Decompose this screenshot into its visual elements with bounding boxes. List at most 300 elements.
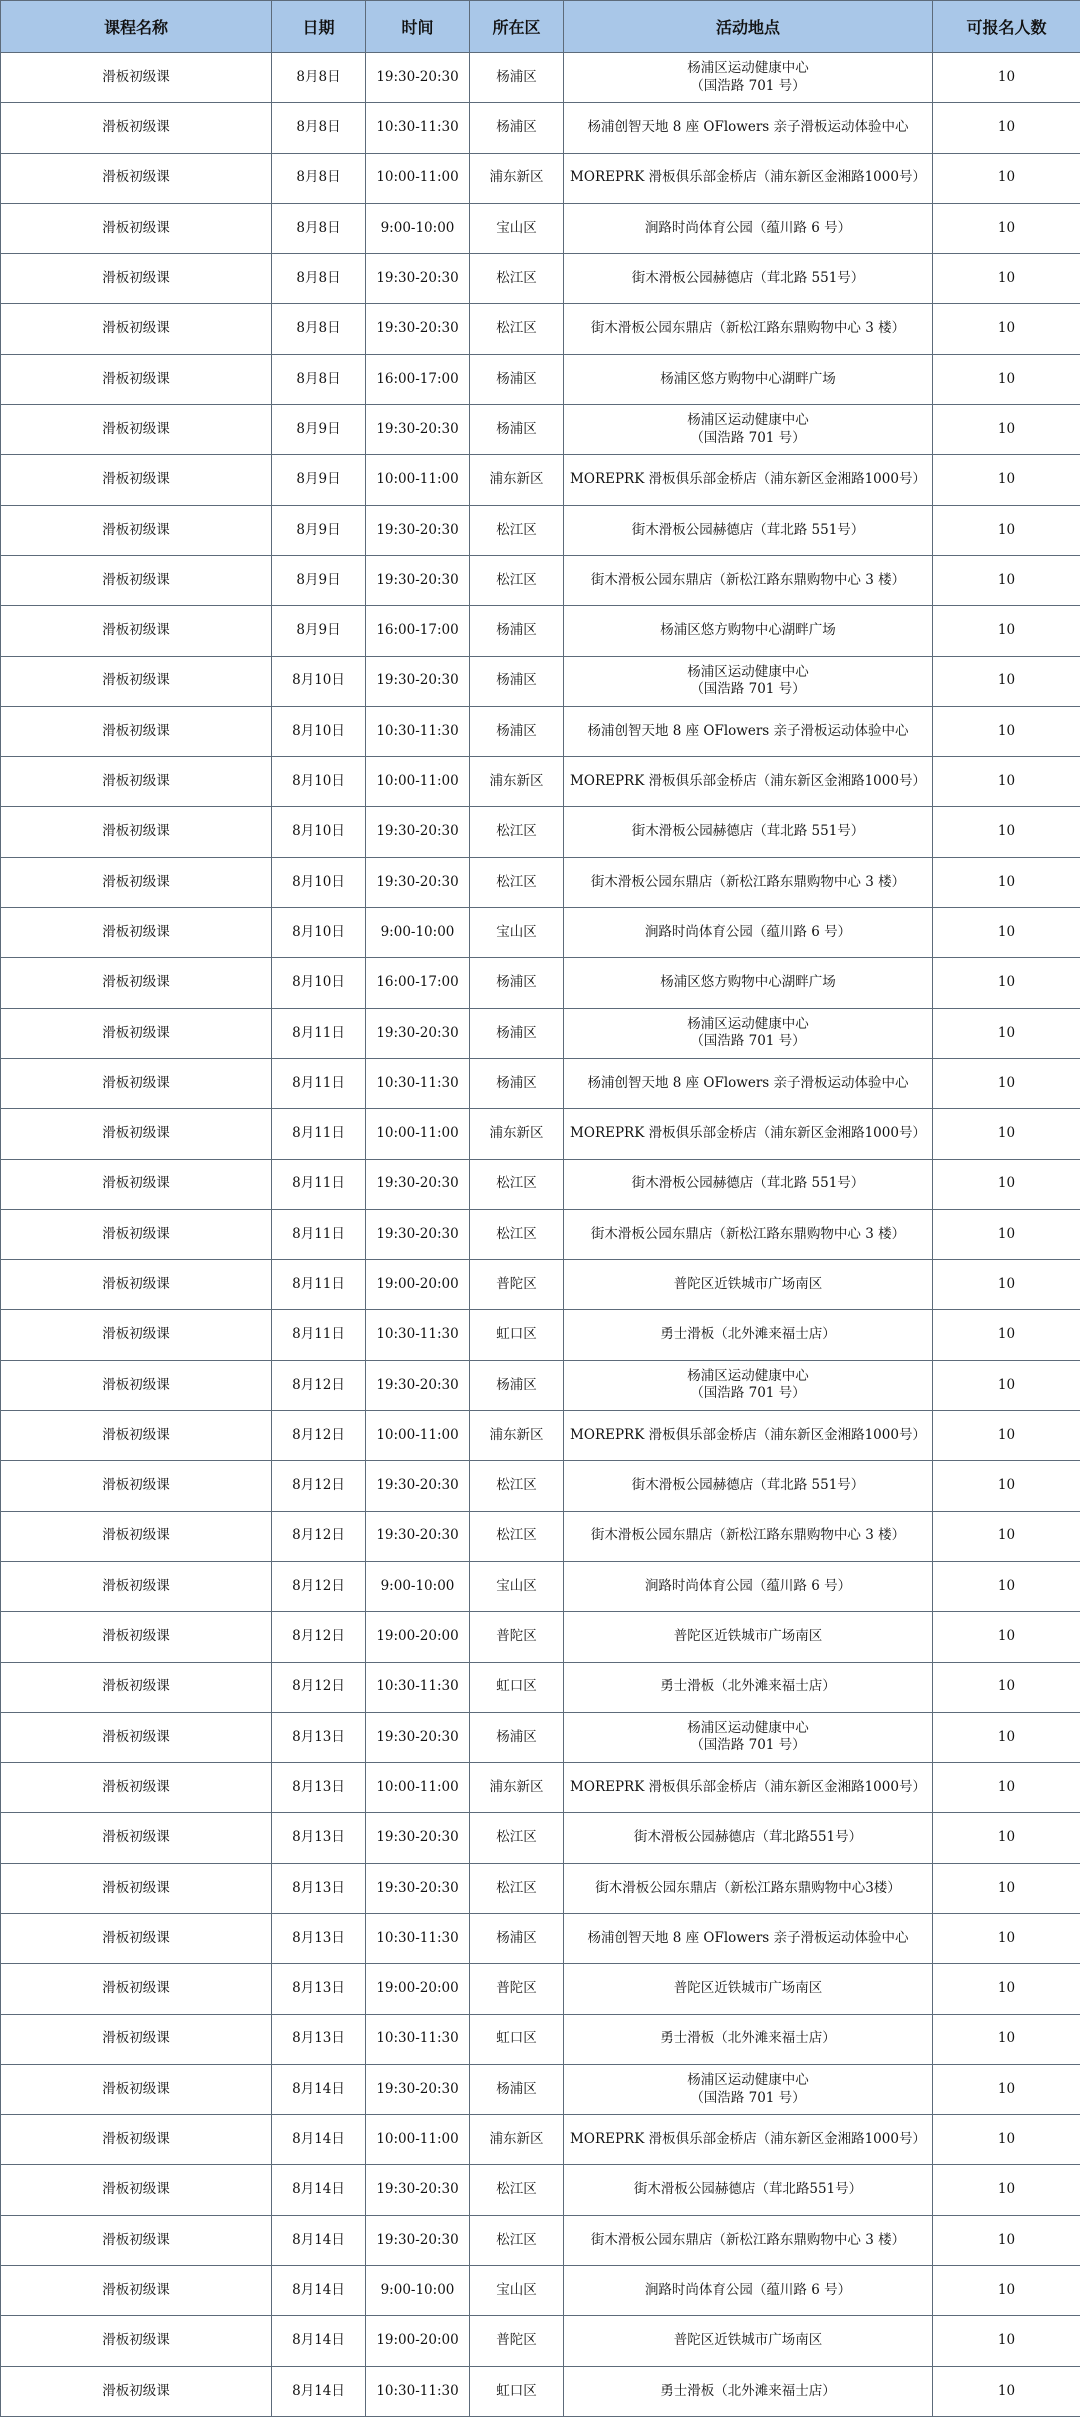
course-name-cell: 滑板初级课 <box>1 1360 272 1410</box>
capacity-cell: 10 <box>933 857 1080 907</box>
table-row <box>1 2366 1080 2416</box>
time-cell: 19:30-20:30 <box>366 1461 470 1511</box>
district-cell: 杨浦区 <box>470 1058 564 1108</box>
date-cell: 8月11日 <box>272 1109 366 1159</box>
date-cell: 8月12日 <box>272 1612 366 1662</box>
course-name-cell: 滑板初级课 <box>1 1260 272 1310</box>
location-cell: MOREPRK 滑板俱乐部金桥店（浦东新区金湘路1000号） <box>564 2115 933 2165</box>
course-name-cell: 滑板初级课 <box>1 1763 272 1813</box>
time-cell: 19:00-20:00 <box>366 2316 470 2366</box>
capacity-cell: 10 <box>933 1260 1080 1310</box>
district-cell: 杨浦区 <box>470 958 564 1008</box>
table-row <box>1 1008 1080 1058</box>
table-row <box>1 2115 1080 2165</box>
date-cell: 8月8日 <box>272 354 366 404</box>
capacity-cell: 10 <box>933 1712 1080 1762</box>
course-name-cell: 滑板初级课 <box>1 1209 272 1259</box>
capacity-cell: 10 <box>933 1763 1080 1813</box>
time-cell: 10:00-11:00 <box>366 153 470 203</box>
table-row <box>1 1511 1080 1561</box>
table-row <box>1 254 1080 304</box>
header-capacity: 可报名人数 <box>933 1 1080 53</box>
district-cell: 虹口区 <box>470 2014 564 2064</box>
course-name-cell: 滑板初级课 <box>1 203 272 253</box>
capacity-cell: 10 <box>933 1612 1080 1662</box>
location-cell: 杨浦区悠方购物中心湖畔广场 <box>564 958 933 1008</box>
capacity-cell: 10 <box>933 1461 1080 1511</box>
time-cell: 19:30-20:30 <box>366 53 470 103</box>
capacity-cell: 10 <box>933 1511 1080 1561</box>
header-district: 所在区 <box>470 1 564 53</box>
table-row <box>1 555 1080 605</box>
table-row <box>1 757 1080 807</box>
table-row <box>1 1662 1080 1712</box>
capacity-cell: 10 <box>933 1561 1080 1611</box>
district-cell: 浦东新区 <box>470 2115 564 2165</box>
time-cell: 19:30-20:30 <box>366 1360 470 1410</box>
capacity-cell: 10 <box>933 555 1080 605</box>
capacity-cell: 10 <box>933 958 1080 1008</box>
district-cell: 浦东新区 <box>470 455 564 505</box>
course-name-cell: 滑板初级课 <box>1 1159 272 1209</box>
location-cell: 勇士滑板（北外滩来福士店） <box>564 1310 933 1360</box>
capacity-cell: 10 <box>933 2115 1080 2165</box>
course-name-cell: 滑板初级课 <box>1 354 272 404</box>
date-cell: 8月14日 <box>272 2064 366 2114</box>
time-cell: 19:30-20:30 <box>366 1863 470 1913</box>
date-cell: 8月10日 <box>272 908 366 958</box>
district-cell: 浦东新区 <box>470 1411 564 1461</box>
time-cell: 10:00-11:00 <box>366 757 470 807</box>
capacity-cell: 10 <box>933 1008 1080 1058</box>
date-cell: 8月8日 <box>272 53 366 103</box>
table-header <box>1 1 1080 53</box>
capacity-cell: 10 <box>933 405 1080 455</box>
time-cell: 10:00-11:00 <box>366 455 470 505</box>
course-name-cell: 滑板初级课 <box>1 656 272 706</box>
district-cell: 杨浦区 <box>470 354 564 404</box>
date-cell: 8月12日 <box>272 1511 366 1561</box>
course-name-cell: 滑板初级课 <box>1 807 272 857</box>
course-name-cell: 滑板初级课 <box>1 2064 272 2114</box>
district-cell: 虹口区 <box>470 2366 564 2416</box>
date-cell: 8月11日 <box>272 1260 366 1310</box>
date-cell: 8月10日 <box>272 757 366 807</box>
location-cell: MOREPRK 滑板俱乐部金桥店（浦东新区金湘路1000号） <box>564 455 933 505</box>
header-date: 日期 <box>272 1 366 53</box>
course-name-cell: 滑板初级课 <box>1 1662 272 1712</box>
time-cell: 16:00-17:00 <box>366 354 470 404</box>
capacity-cell: 10 <box>933 1813 1080 1863</box>
date-cell: 8月9日 <box>272 455 366 505</box>
capacity-cell: 10 <box>933 908 1080 958</box>
district-cell: 杨浦区 <box>470 1360 564 1410</box>
capacity-cell: 10 <box>933 2316 1080 2366</box>
time-cell: 16:00-17:00 <box>366 958 470 1008</box>
capacity-cell: 10 <box>933 354 1080 404</box>
district-cell: 松江区 <box>470 807 564 857</box>
location-cell: MOREPRK 滑板俱乐部金桥店（浦东新区金湘路1000号） <box>564 757 933 807</box>
time-cell: 10:30-11:30 <box>366 2014 470 2064</box>
course-name-cell: 滑板初级课 <box>1 1964 272 2014</box>
date-cell: 8月10日 <box>272 656 366 706</box>
course-name-cell: 滑板初级课 <box>1 254 272 304</box>
date-cell: 8月10日 <box>272 706 366 756</box>
location-cell: 街木滑板公园东鼎店（新松江路东鼎购物中心 3 楼） <box>564 2215 933 2265</box>
table-row <box>1 1209 1080 1259</box>
course-name-cell: 滑板初级课 <box>1 1461 272 1511</box>
capacity-cell: 10 <box>933 1863 1080 1913</box>
location-cell: MOREPRK 滑板俱乐部金桥店（浦东新区金湘路1000号） <box>564 153 933 203</box>
capacity-cell: 10 <box>933 656 1080 706</box>
table-row <box>1 1159 1080 1209</box>
location-cell: 杨浦区悠方购物中心湖畔广场 <box>564 606 933 656</box>
date-cell: 8月11日 <box>272 1008 366 1058</box>
district-cell: 普陀区 <box>470 1260 564 1310</box>
capacity-cell: 10 <box>933 2215 1080 2265</box>
district-cell: 杨浦区 <box>470 1712 564 1762</box>
capacity-cell: 10 <box>933 2014 1080 2064</box>
course-name-cell: 滑板初级课 <box>1 606 272 656</box>
table-row <box>1 1109 1080 1159</box>
table-row <box>1 656 1080 706</box>
date-cell: 8月12日 <box>272 1662 366 1712</box>
course-name-cell: 滑板初级课 <box>1 2266 272 2316</box>
location-cell: 杨浦创智天地 8 座 OFlowers 亲子滑板运动体验中心 <box>564 1913 933 1963</box>
location-cell: 勇士滑板（北外滩来福士店） <box>564 1662 933 1712</box>
time-cell: 16:00-17:00 <box>366 606 470 656</box>
date-cell: 8月14日 <box>272 2316 366 2366</box>
location-cell: 街木滑板公园东鼎店（新松江路东鼎购物中心 3 楼） <box>564 857 933 907</box>
location-cell: 街木滑板公园东鼎店（新松江路东鼎购物中心 3 楼） <box>564 1511 933 1561</box>
date-cell: 8月10日 <box>272 807 366 857</box>
district-cell: 松江区 <box>470 1209 564 1259</box>
course-name-cell: 滑板初级课 <box>1 153 272 203</box>
time-cell: 19:30-20:30 <box>366 1159 470 1209</box>
course-name-cell: 滑板初级课 <box>1 2014 272 2064</box>
table-row <box>1 908 1080 958</box>
location-cell: 勇士滑板（北外滩来福士店） <box>564 2014 933 2064</box>
time-cell: 19:30-20:30 <box>366 1813 470 1863</box>
capacity-cell: 10 <box>933 1159 1080 1209</box>
district-cell: 松江区 <box>470 1461 564 1511</box>
capacity-cell: 10 <box>933 1662 1080 1712</box>
time-cell: 10:30-11:30 <box>366 2366 470 2416</box>
date-cell: 8月11日 <box>272 1159 366 1209</box>
district-cell: 杨浦区 <box>470 53 564 103</box>
district-cell: 虹口区 <box>470 1310 564 1360</box>
course-name-cell: 滑板初级课 <box>1 1511 272 1561</box>
time-cell: 9:00-10:00 <box>366 2266 470 2316</box>
date-cell: 8月13日 <box>272 2014 366 2064</box>
date-cell: 8月13日 <box>272 1763 366 1813</box>
capacity-cell: 10 <box>933 455 1080 505</box>
time-cell: 19:30-20:30 <box>366 304 470 354</box>
time-cell: 19:00-20:00 <box>366 1612 470 1662</box>
location-cell: 街木滑板公园东鼎店（新松江路东鼎购物中心3楼） <box>564 1863 933 1913</box>
capacity-cell: 10 <box>933 606 1080 656</box>
district-cell: 松江区 <box>470 505 564 555</box>
course-name-cell: 滑板初级课 <box>1 857 272 907</box>
table-row <box>1 1058 1080 1108</box>
district-cell: 杨浦区 <box>470 606 564 656</box>
district-cell: 杨浦区 <box>470 2064 564 2114</box>
location-cell: 涧路时尚体育公园（蕴川路 6 号） <box>564 2266 933 2316</box>
course-name-cell: 滑板初级课 <box>1 1561 272 1611</box>
time-cell: 10:30-11:30 <box>366 1310 470 1360</box>
capacity-cell: 10 <box>933 2165 1080 2215</box>
header-location: 活动地点 <box>564 1 933 53</box>
table-row <box>1 807 1080 857</box>
date-cell: 8月12日 <box>272 1461 366 1511</box>
capacity-cell: 10 <box>933 1360 1080 1410</box>
table-row <box>1 354 1080 404</box>
district-cell: 杨浦区 <box>470 103 564 153</box>
capacity-cell: 10 <box>933 2366 1080 2416</box>
time-cell: 10:00-11:00 <box>366 1411 470 1461</box>
location-cell: MOREPRK 滑板俱乐部金桥店（浦东新区金湘路1000号） <box>564 1763 933 1813</box>
date-cell: 8月8日 <box>272 304 366 354</box>
location-cell: 涧路时尚体育公园（蕴川路 6 号） <box>564 1561 933 1611</box>
table-row <box>1 706 1080 756</box>
course-name-cell: 滑板初级课 <box>1 1863 272 1913</box>
location-cell: 杨浦创智天地 8 座 OFlowers 亲子滑板运动体验中心 <box>564 1058 933 1108</box>
table-body <box>1 53 1080 2417</box>
location-cell: 街木滑板公园赫德店（茸北路 551号） <box>564 1159 933 1209</box>
course-name-cell: 滑板初级课 <box>1 455 272 505</box>
date-cell: 8月14日 <box>272 2115 366 2165</box>
time-cell: 10:00-11:00 <box>366 1763 470 1813</box>
capacity-cell: 10 <box>933 1310 1080 1360</box>
time-cell: 9:00-10:00 <box>366 908 470 958</box>
location-cell: 杨浦创智天地 8 座 OFlowers 亲子滑板运动体验中心 <box>564 103 933 153</box>
date-cell: 8月13日 <box>272 1712 366 1762</box>
date-cell: 8月14日 <box>272 2366 366 2416</box>
capacity-cell: 10 <box>933 1109 1080 1159</box>
capacity-cell: 10 <box>933 254 1080 304</box>
course-name-cell: 滑板初级课 <box>1 2115 272 2165</box>
course-name-cell: 滑板初级课 <box>1 1813 272 1863</box>
district-cell: 松江区 <box>470 1863 564 1913</box>
capacity-cell: 10 <box>933 1209 1080 1259</box>
district-cell: 宝山区 <box>470 203 564 253</box>
district-cell: 浦东新区 <box>470 1763 564 1813</box>
course-name-cell: 滑板初级课 <box>1 1913 272 1963</box>
course-name-cell: 滑板初级课 <box>1 2366 272 2416</box>
course-name-cell: 滑板初级课 <box>1 1008 272 1058</box>
location-cell: 杨浦区运动健康中心 （国浩路 701 号） <box>564 405 933 455</box>
capacity-cell: 10 <box>933 203 1080 253</box>
district-cell: 松江区 <box>470 2215 564 2265</box>
location-cell: 街木滑板公园赫德店（茸北路 551号） <box>564 505 933 555</box>
capacity-cell: 10 <box>933 1411 1080 1461</box>
table-row <box>1 1461 1080 1511</box>
date-cell: 8月11日 <box>272 1209 366 1259</box>
table-row <box>1 1863 1080 1913</box>
district-cell: 松江区 <box>470 304 564 354</box>
district-cell: 松江区 <box>470 1159 564 1209</box>
location-cell: 街木滑板公园东鼎店（新松江路东鼎购物中心 3 楼） <box>564 304 933 354</box>
date-cell: 8月9日 <box>272 405 366 455</box>
date-cell: 8月11日 <box>272 1310 366 1360</box>
date-cell: 8月12日 <box>272 1561 366 1611</box>
date-cell: 8月10日 <box>272 958 366 1008</box>
date-cell: 8月8日 <box>272 254 366 304</box>
date-cell: 8月10日 <box>272 857 366 907</box>
location-cell: 普陀区近铁城市广场南区 <box>564 1612 933 1662</box>
date-cell: 8月9日 <box>272 505 366 555</box>
capacity-cell: 10 <box>933 1964 1080 2014</box>
time-cell: 19:30-20:30 <box>366 2165 470 2215</box>
capacity-cell: 10 <box>933 505 1080 555</box>
table-row <box>1 1360 1080 1410</box>
location-cell: 街木滑板公园赫德店（茸北路551号） <box>564 2165 933 2215</box>
time-cell: 9:00-10:00 <box>366 1561 470 1611</box>
location-cell: 街木滑板公园赫德店（茸北路 551号） <box>564 254 933 304</box>
table-row <box>1 1913 1080 1963</box>
capacity-cell: 10 <box>933 53 1080 103</box>
table-row <box>1 1813 1080 1863</box>
course-name-cell: 滑板初级课 <box>1 1712 272 1762</box>
district-cell: 浦东新区 <box>470 757 564 807</box>
header-time: 时间 <box>366 1 470 53</box>
time-cell: 10:30-11:30 <box>366 1058 470 1108</box>
time-cell: 10:30-11:30 <box>366 103 470 153</box>
table-row <box>1 2266 1080 2316</box>
table-row <box>1 2064 1080 2114</box>
table-row <box>1 1411 1080 1461</box>
location-cell: 杨浦区悠方购物中心湖畔广场 <box>564 354 933 404</box>
time-cell: 10:30-11:30 <box>366 1662 470 1712</box>
time-cell: 19:30-20:30 <box>366 505 470 555</box>
time-cell: 10:30-11:30 <box>366 1913 470 1963</box>
location-cell: 勇士滑板（北外滩来福士店） <box>564 2366 933 2416</box>
capacity-cell: 10 <box>933 2266 1080 2316</box>
district-cell: 普陀区 <box>470 1964 564 2014</box>
date-cell: 8月13日 <box>272 1964 366 2014</box>
date-cell: 8月13日 <box>272 1913 366 1963</box>
date-cell: 8月9日 <box>272 555 366 605</box>
time-cell: 19:30-20:30 <box>366 405 470 455</box>
table-row <box>1 53 1080 103</box>
date-cell: 8月8日 <box>272 103 366 153</box>
date-cell: 8月14日 <box>272 2215 366 2265</box>
location-cell: 杨浦区运动健康中心 （国浩路 701 号） <box>564 1008 933 1058</box>
district-cell: 松江区 <box>470 555 564 605</box>
table-row <box>1 1712 1080 1762</box>
time-cell: 19:30-20:30 <box>366 2064 470 2114</box>
date-cell: 8月8日 <box>272 153 366 203</box>
table-row <box>1 1763 1080 1813</box>
time-cell: 10:00-11:00 <box>366 1109 470 1159</box>
location-cell: 杨浦区运动健康中心 （国浩路 701 号） <box>564 2064 933 2114</box>
capacity-cell: 10 <box>933 1913 1080 1963</box>
location-cell: MOREPRK 滑板俱乐部金桥店（浦东新区金湘路1000号） <box>564 1411 933 1461</box>
district-cell: 普陀区 <box>470 2316 564 2366</box>
table-row <box>1 505 1080 555</box>
date-cell: 8月8日 <box>272 203 366 253</box>
time-cell: 19:00-20:00 <box>366 1260 470 1310</box>
date-cell: 8月9日 <box>272 606 366 656</box>
course-name-cell: 滑板初级课 <box>1 304 272 354</box>
capacity-cell: 10 <box>933 807 1080 857</box>
course-name-cell: 滑板初级课 <box>1 908 272 958</box>
course-name-cell: 滑板初级课 <box>1 1109 272 1159</box>
district-cell: 松江区 <box>470 1511 564 1561</box>
capacity-cell: 10 <box>933 153 1080 203</box>
capacity-cell: 10 <box>933 706 1080 756</box>
course-name-cell: 滑板初级课 <box>1 2165 272 2215</box>
time-cell: 19:30-20:30 <box>366 254 470 304</box>
course-name-cell: 滑板初级课 <box>1 405 272 455</box>
table-row <box>1 2316 1080 2366</box>
location-cell: 杨浦区运动健康中心 （国浩路 701 号） <box>564 656 933 706</box>
course-name-cell: 滑板初级课 <box>1 505 272 555</box>
time-cell: 19:00-20:00 <box>366 1964 470 2014</box>
course-name-cell: 滑板初级课 <box>1 1411 272 1461</box>
table-row <box>1 1310 1080 1360</box>
date-cell: 8月11日 <box>272 1058 366 1108</box>
location-cell: 杨浦区运动健康中心 （国浩路 701 号） <box>564 1712 933 1762</box>
time-cell: 19:30-20:30 <box>366 807 470 857</box>
table-row <box>1 1964 1080 2014</box>
capacity-cell: 10 <box>933 2064 1080 2114</box>
date-cell: 8月13日 <box>272 1813 366 1863</box>
table-row <box>1 2215 1080 2265</box>
location-cell: 涧路时尚体育公园（蕴川路 6 号） <box>564 203 933 253</box>
district-cell: 松江区 <box>470 857 564 907</box>
table-row <box>1 1612 1080 1662</box>
course-name-cell: 滑板初级课 <box>1 958 272 1008</box>
time-cell: 9:00-10:00 <box>366 203 470 253</box>
date-cell: 8月13日 <box>272 1863 366 1913</box>
course-name-cell: 滑板初级课 <box>1 1310 272 1360</box>
date-cell: 8月12日 <box>272 1360 366 1410</box>
table-row <box>1 1260 1080 1310</box>
location-cell: MOREPRK 滑板俱乐部金桥店（浦东新区金湘路1000号） <box>564 1109 933 1159</box>
time-cell: 19:30-20:30 <box>366 857 470 907</box>
location-cell: 杨浦区运动健康中心 （国浩路 701 号） <box>564 1360 933 1410</box>
location-cell: 杨浦创智天地 8 座 OFlowers 亲子滑板运动体验中心 <box>564 706 933 756</box>
district-cell: 松江区 <box>470 1813 564 1863</box>
course-name-cell: 滑板初级课 <box>1 53 272 103</box>
table-row <box>1 857 1080 907</box>
location-cell: 街木滑板公园赫德店（茸北路 551号） <box>564 1461 933 1511</box>
district-cell: 杨浦区 <box>470 656 564 706</box>
course-name-cell: 滑板初级课 <box>1 706 272 756</box>
district-cell: 松江区 <box>470 2165 564 2215</box>
course-name-cell: 滑板初级课 <box>1 757 272 807</box>
capacity-cell: 10 <box>933 757 1080 807</box>
district-cell: 浦东新区 <box>470 1109 564 1159</box>
course-name-cell: 滑板初级课 <box>1 103 272 153</box>
capacity-cell: 10 <box>933 304 1080 354</box>
district-cell: 杨浦区 <box>470 1913 564 1963</box>
district-cell: 宝山区 <box>470 2266 564 2316</box>
time-cell: 19:30-20:30 <box>366 1712 470 1762</box>
district-cell: 虹口区 <box>470 1662 564 1712</box>
date-cell: 8月14日 <box>272 2266 366 2316</box>
table-row <box>1 304 1080 354</box>
district-cell: 宝山区 <box>470 1561 564 1611</box>
district-cell: 杨浦区 <box>470 706 564 756</box>
location-cell: 杨浦区运动健康中心 （国浩路 701 号） <box>564 53 933 103</box>
time-cell: 19:30-20:30 <box>366 1008 470 1058</box>
district-cell: 普陀区 <box>470 1612 564 1662</box>
time-cell: 10:30-11:30 <box>366 706 470 756</box>
location-cell: 街木滑板公园东鼎店（新松江路东鼎购物中心 3 楼） <box>564 555 933 605</box>
time-cell: 19:30-20:30 <box>366 1511 470 1561</box>
